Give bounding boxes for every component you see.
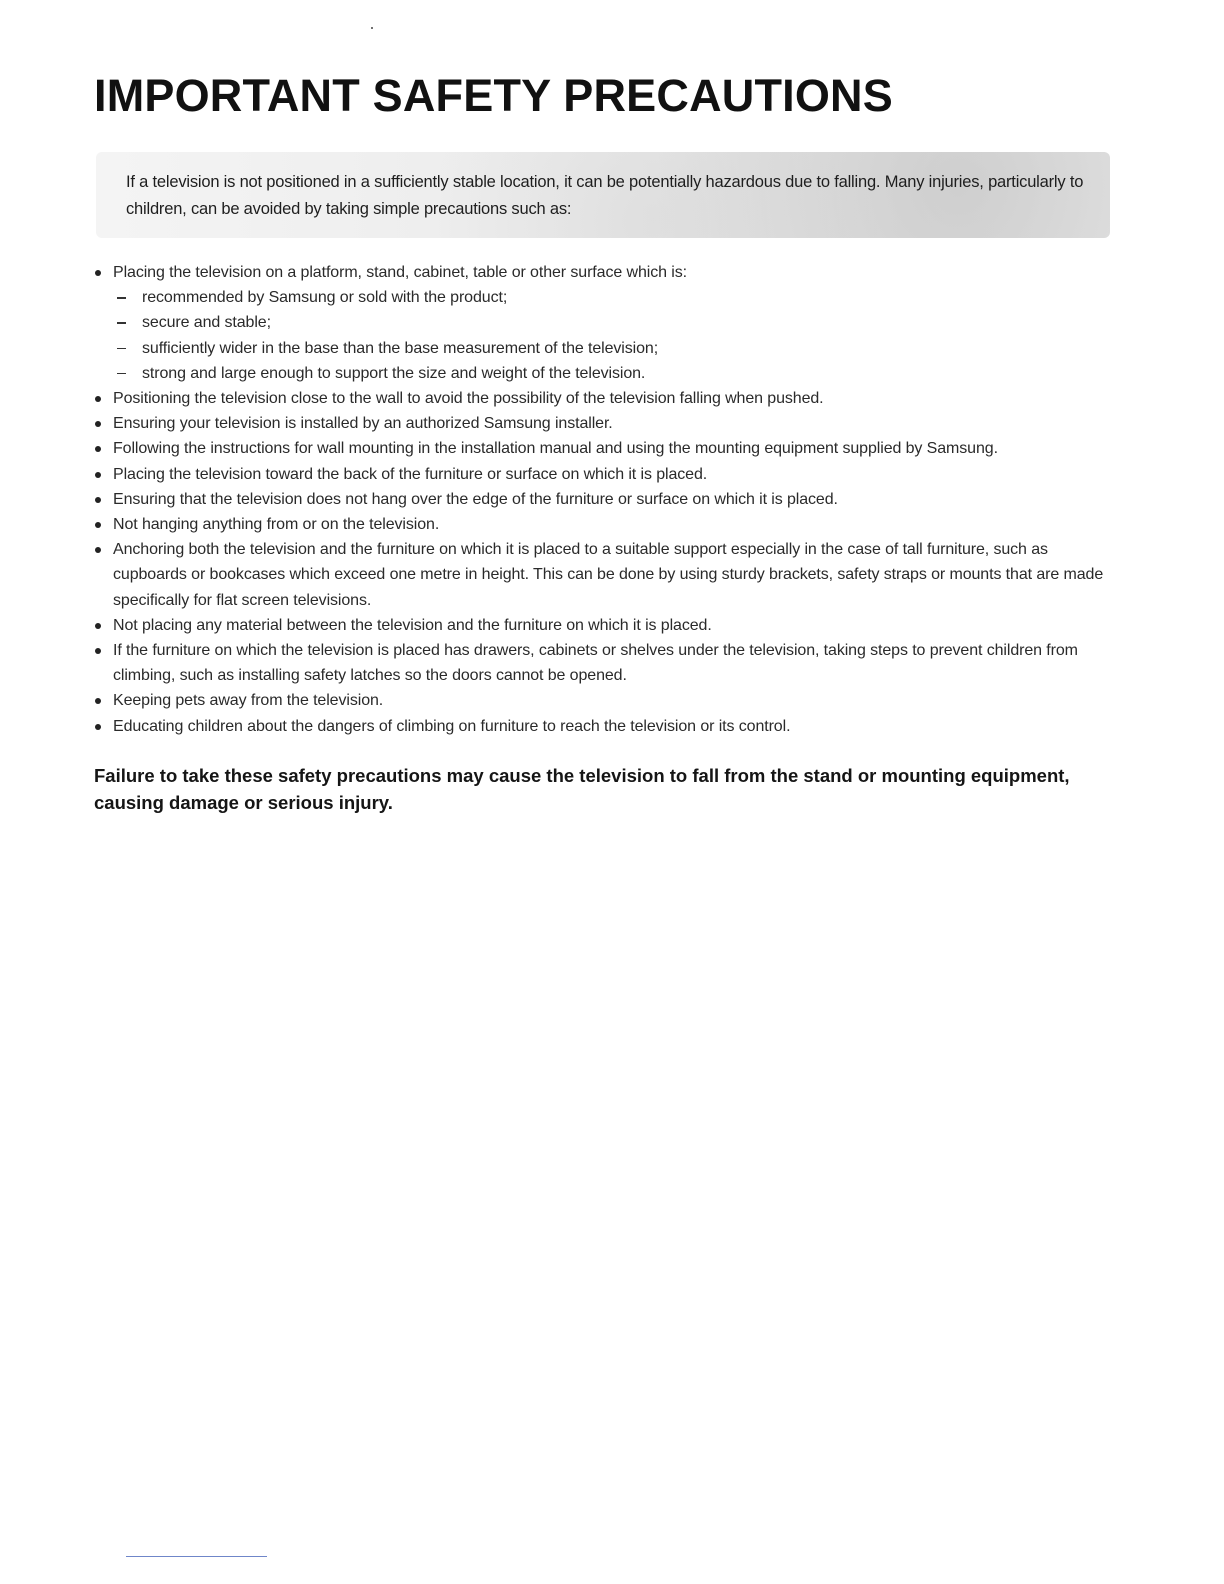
surface-requirements-list — [113, 285, 1124, 386]
warning-text: Failure to take these safety precautions may cause the television to fall from the stand or mounting equipment, causing damage or serious injury. — [94, 765, 1070, 813]
list-item: Ensuring your television is installed by an authorized Samsung installer. — [94, 411, 1124, 436]
list-item: If the furniture on which the television is placed has drawers, cabinets or shelves under the television, taking steps to prevent children from climbing, such as installing safety latches so the doors cannot be opened. — [94, 638, 1124, 688]
list-item: Anchoring both the television and the furniture on which it is placed to a suitable support especially in the case of tall furniture, such as cupboards or bookcases which exceed one metre in height. This can be done by using sturdy brackets, safety straps or mounts that are made specifically for flat screen televisions. — [94, 537, 1124, 613]
sub-list-item: strong and large enough to support the size and weight of the television. — [113, 361, 1124, 386]
sub-list-item: secure and stable; — [113, 310, 1124, 335]
footer-rule — [126, 1556, 267, 1557]
list-item: Keeping pets away from the television. — [94, 688, 1124, 713]
intro-text: If a television is not positioned in a sufficiently stable location, it can be potentially hazardous due to falling. Many injuries, particularly to children, can be avoided by taking simple precautions such as: — [126, 173, 1084, 218]
list-item: Following the instructions for wall mounting in the installation manual and using the mounting equipment supplied by Samsung. — [94, 436, 1124, 461]
scan-speck — [371, 27, 373, 29]
list-item: Educating children about the dangers of climbing on furniture to reach the television or its control. — [94, 714, 1124, 739]
sub-list-item: recommended by Samsung or sold with the product; — [113, 285, 1124, 310]
list-item: Placing the television toward the back of the furniture or surface on which it is placed. — [94, 462, 1124, 487]
precautions-list — [94, 260, 1124, 739]
list-item: Ensuring that the television does not hang over the edge of the furniture or surface on which it is placed. — [94, 487, 1124, 512]
page-title: IMPORTANT SAFETY PRECAUTIONS — [94, 70, 893, 121]
list-item — [94, 260, 1124, 386]
list-item-text: Placing the television on a platform, stand, cabinet, table or other surface which is: — [113, 264, 687, 281]
intro-callout — [96, 152, 1110, 238]
list-item: Not placing any material between the television and the furniture on which it is placed. — [94, 613, 1124, 638]
list-item: Positioning the television close to the wall to avoid the possibility of the television falling when pushed. — [94, 386, 1124, 411]
sub-list-item: sufficiently wider in the base than the base measurement of the television; — [113, 336, 1124, 361]
list-item: Not hanging anything from or on the television. — [94, 512, 1124, 537]
